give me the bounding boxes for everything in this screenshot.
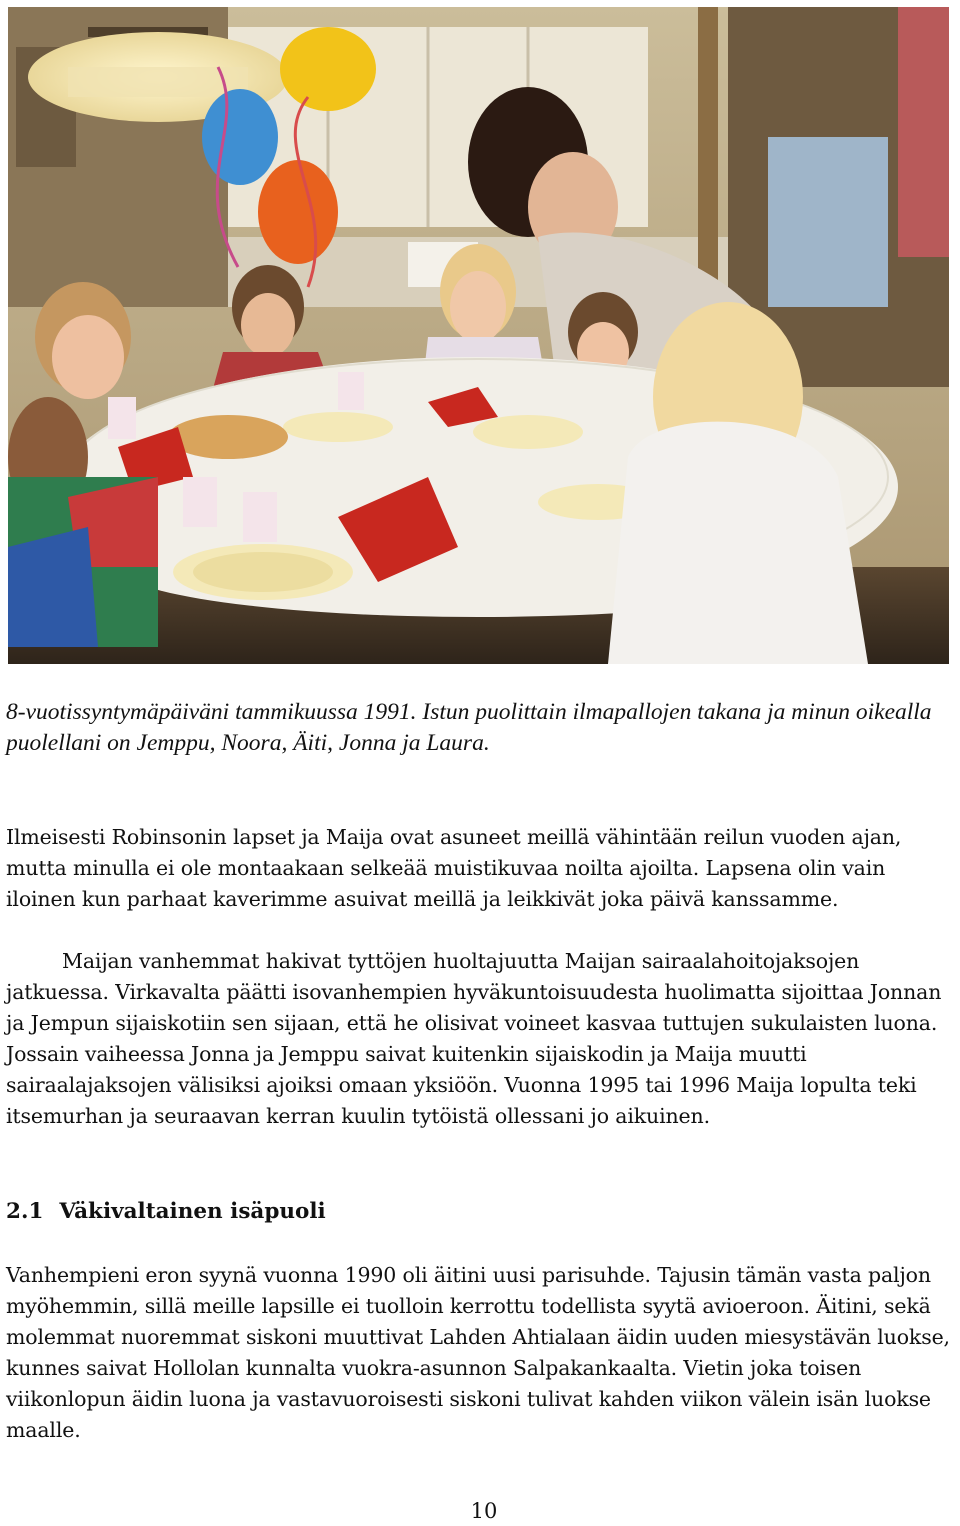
body-paragraph: Ilmeisesti Robinsonin lapset ja Maija ovat asuneet meillä vähintään reilun vuoden ajan, mutta minulla ei ole montaakaan selkeää muistikuvaa noilta ajoilta. Lapsena olin vain iloinen kun parhaat kaverimme asuivat meillä ja leikkivät joka päivä kanssamme. (6, 825, 902, 911)
section-title: Väkivaltainen isäpuoli (59, 1199, 326, 1224)
photo-caption: 8-vuotissyntymäpäiväni tammikuussa 1991. Istun puolittain ilmapallojen takana ja minun oikealla puolellani on Jemppu, Noora, Äiti, Jonna ja Laura. (6, 699, 932, 756)
section-number: 2.1 (6, 1199, 44, 1224)
birthday-party-photo-icon (8, 7, 949, 664)
party-photo (8, 7, 949, 664)
section-paragraph: Vanhempieni eron syynä vuonna 1990 oli äitini uusi parisuhde. Tajusin tämän vasta paljon myöhemmin, sillä meille lapsille ei tuolloin kerrottu todellista syytä avioeroon. Äitini, sekä molemmat nuoremmat siskoni muuttivat Lahden Ahtialaan äidin uuden miesystävän luokse, kunnes saivat Hollolan kunnalta vuokra-asunnon Salpakankaalta. Vietin joka toisen viikonlopun äidin luona ja vastavuoroisesti siskoni tulivat kahden viikon välein isän luokse maalle. (6, 1263, 950, 1442)
page-number: 10 (470, 1499, 498, 1523)
body-paragraph: Maijan vanhemmat hakivat tyttöjen huoltajuutta Maijan sairaalahoitojaksojen jatkuessa. Virkavalta päätti isovanhempien hyväkuntoisuudesta huolimatta sijoittaa Jonnan ja Jempun sijaiskotiin sen sijaan, että he olisivat voineet kasvaa tuttujen sukulaisten luona. Jossain vaiheessa Jonna ja Jemppu saivat kuitenkin sijaiskodin ja Maija muutti sairaalajaksojen välisiksi ajoiksi omaan yksiöön. Vuonna 1995 tai 1996 Maija lopulta teki itsemurhan ja seuraavan kerran kuulin tytöistä ollessani jo aikuinen. (6, 949, 942, 1128)
section-heading (6, 1196, 326, 1227)
